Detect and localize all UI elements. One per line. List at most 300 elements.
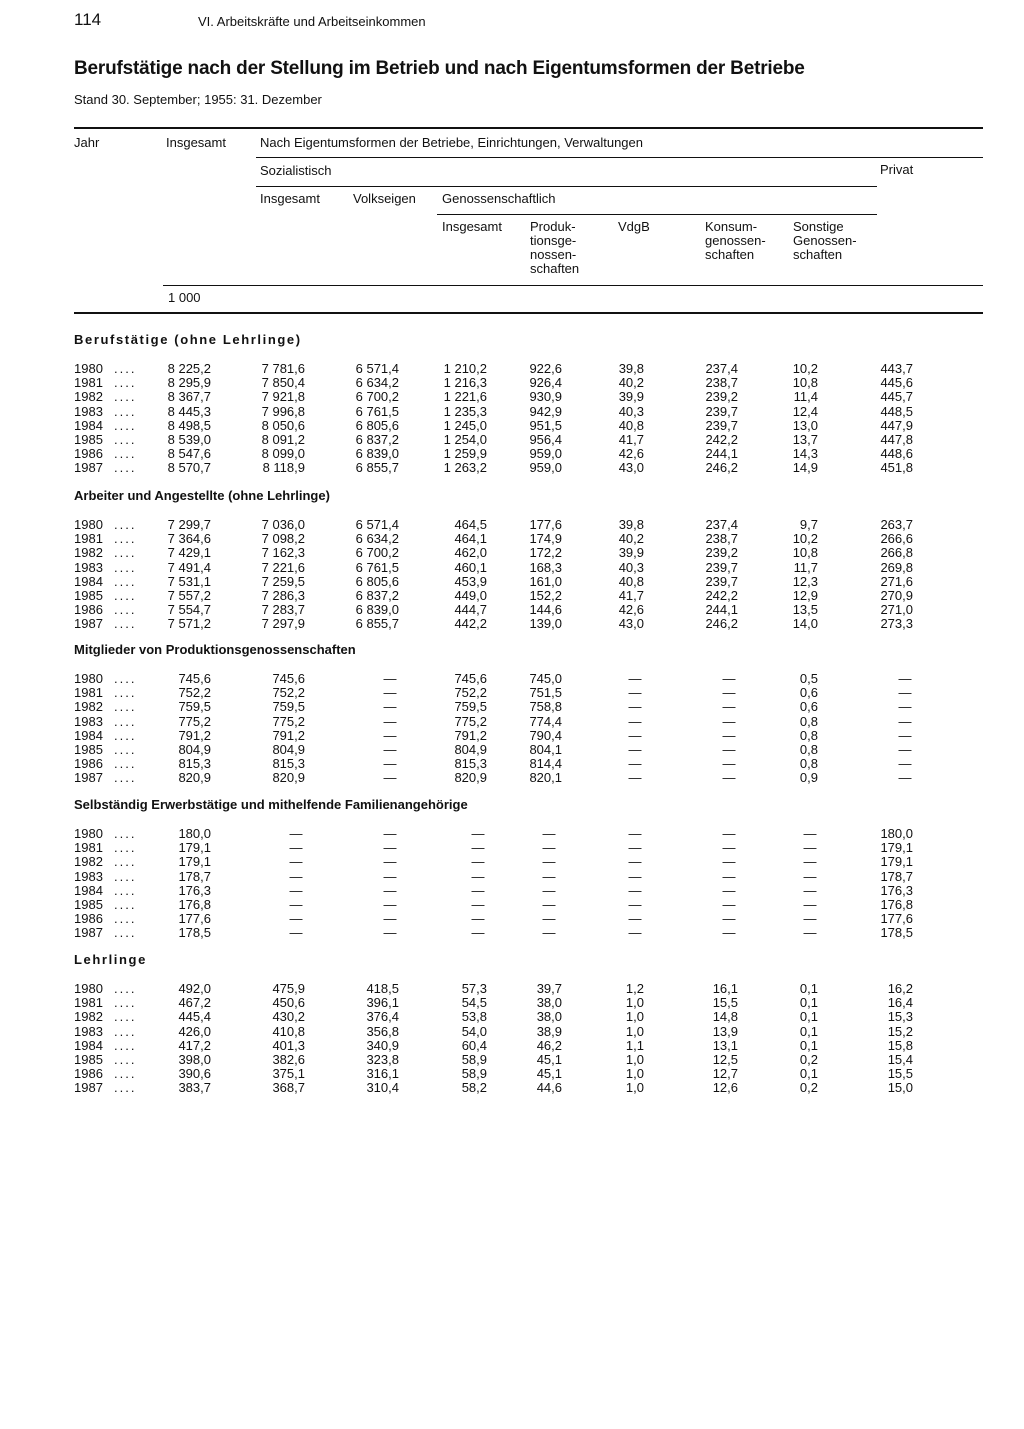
value-cell: — xyxy=(722,713,736,729)
value-cell: 1 210,2 xyxy=(443,361,487,376)
value-cell: — xyxy=(471,897,485,912)
value-cell: 368,7 xyxy=(272,1080,305,1096)
header-line: schaften xyxy=(793,247,843,262)
value-cell: — xyxy=(383,826,397,841)
leader-dots: .... xyxy=(114,699,137,715)
value-cell: — xyxy=(289,897,303,912)
value-cell: 40,3 xyxy=(618,559,644,575)
value-cell: — xyxy=(542,911,556,927)
value-cell: 759,5 xyxy=(272,699,305,715)
value-cell: 14,9 xyxy=(792,460,818,476)
value-cell: 7 283,7 xyxy=(261,602,305,618)
table-row xyxy=(0,433,1024,447)
value-cell: 1 259,9 xyxy=(443,446,487,462)
value-cell: — xyxy=(722,685,736,701)
year-cell: 1984 xyxy=(74,573,103,589)
value-cell: — xyxy=(628,756,642,772)
value-cell: 178,5 xyxy=(880,925,913,941)
value-cell: 12,6 xyxy=(712,1080,738,1096)
table-row xyxy=(0,996,1024,1010)
value-cell: 804,9 xyxy=(272,742,305,757)
value-cell: — xyxy=(898,685,912,701)
table-row xyxy=(0,686,1024,700)
value-cell: 1,0 xyxy=(625,995,644,1011)
value-cell: — xyxy=(628,882,642,898)
value-cell: — xyxy=(289,840,303,856)
leader-dots: .... xyxy=(114,742,137,757)
value-cell: — xyxy=(803,840,817,856)
value-cell: — xyxy=(383,713,397,729)
value-cell: 467,2 xyxy=(178,995,211,1011)
value-cell: 460,1 xyxy=(454,559,487,575)
value-cell: 271,0 xyxy=(880,602,913,618)
value-cell: 246,2 xyxy=(705,460,738,476)
year-cell: 1980 xyxy=(74,671,103,686)
value-cell: 1,0 xyxy=(625,1009,644,1025)
value-cell: 930,9 xyxy=(529,389,562,405)
year-cell: 1982 xyxy=(74,1009,103,1025)
value-cell: 7 162,3 xyxy=(261,545,305,561)
leader-dots: .... xyxy=(114,446,137,462)
value-cell: — xyxy=(803,925,817,941)
value-cell: — xyxy=(722,742,736,757)
value-cell: 6 761,5 xyxy=(355,403,399,419)
col-header-jahr: Jahr xyxy=(74,135,100,150)
leader-dots: .... xyxy=(114,897,137,912)
table-row xyxy=(0,743,1024,757)
value-cell: 179,1 xyxy=(880,840,913,856)
year-cell: 1981 xyxy=(74,375,103,391)
value-cell: 464,5 xyxy=(454,517,487,532)
table-row xyxy=(0,827,1024,841)
value-cell: — xyxy=(722,671,736,686)
value-cell: 53,8 xyxy=(461,1009,487,1025)
section-title: Berufstätige (ohne Lehrlinge) xyxy=(74,332,302,347)
value-cell: 8 539,0 xyxy=(167,432,211,447)
value-cell: 492,0 xyxy=(178,981,211,996)
table-row xyxy=(0,898,1024,912)
value-cell: 45,1 xyxy=(536,1052,562,1067)
value-cell: 6 837,2 xyxy=(355,432,399,447)
value-cell: — xyxy=(898,770,912,786)
section-title: Lehrlinge xyxy=(74,952,147,967)
value-cell: 57,3 xyxy=(461,981,487,996)
value-cell: 263,7 xyxy=(880,517,913,532)
table-row xyxy=(0,376,1024,390)
value-cell: 1 263,2 xyxy=(443,460,487,476)
value-cell: 177,6 xyxy=(178,911,211,927)
value-cell: 239,7 xyxy=(705,573,738,589)
value-cell: 40,8 xyxy=(618,417,644,433)
value-cell: 58,9 xyxy=(461,1066,487,1082)
table-row xyxy=(0,589,1024,603)
leader-dots: .... xyxy=(114,1080,137,1096)
value-cell: — xyxy=(471,854,485,870)
value-cell: 7 286,3 xyxy=(261,588,305,603)
value-cell: — xyxy=(628,897,642,912)
unit-label: 1 000 xyxy=(168,290,201,305)
leader-dots: .... xyxy=(114,868,137,884)
table-row xyxy=(0,926,1024,940)
leader-dots: .... xyxy=(114,460,137,476)
table-row xyxy=(0,561,1024,575)
value-cell: 139,0 xyxy=(529,616,562,632)
value-cell: 39,7 xyxy=(536,981,562,996)
value-cell: — xyxy=(803,826,817,841)
year-cell: 1984 xyxy=(74,1037,103,1053)
table-row xyxy=(0,1067,1024,1081)
value-cell: 0,6 xyxy=(799,699,818,715)
value-cell: 15,0 xyxy=(887,1080,913,1096)
value-cell: 316,1 xyxy=(366,1066,399,1082)
col-header-insgesamt: Insgesamt xyxy=(166,135,226,150)
value-cell: 382,6 xyxy=(272,1052,305,1067)
value-cell: — xyxy=(471,840,485,856)
value-cell: — xyxy=(542,882,556,898)
value-cell: — xyxy=(722,897,736,912)
value-cell: 430,2 xyxy=(272,1009,305,1025)
value-cell: 180,0 xyxy=(178,826,211,841)
value-cell: 6 634,2 xyxy=(355,531,399,547)
value-cell: 178,7 xyxy=(178,868,211,884)
value-cell: — xyxy=(628,925,642,941)
value-cell: 426,0 xyxy=(178,1023,211,1039)
value-cell: 774,4 xyxy=(529,713,562,729)
value-cell: 269,8 xyxy=(880,559,913,575)
value-cell: 38,0 xyxy=(536,995,562,1011)
value-cell: — xyxy=(628,727,642,743)
value-cell: 54,0 xyxy=(461,1023,487,1039)
value-cell: 15,8 xyxy=(887,1037,913,1053)
value-cell: 442,2 xyxy=(454,616,487,632)
value-cell: 172,2 xyxy=(529,545,562,561)
value-cell: 179,1 xyxy=(178,854,211,870)
leader-dots: .... xyxy=(114,882,137,898)
value-cell: 6 571,4 xyxy=(355,361,399,376)
table-row xyxy=(0,1053,1024,1067)
value-cell: 922,6 xyxy=(529,361,562,376)
value-cell: 447,9 xyxy=(880,417,913,433)
value-cell: 751,5 xyxy=(529,685,562,701)
value-cell: 246,2 xyxy=(705,616,738,632)
value-cell: 8 118,9 xyxy=(262,460,305,476)
value-cell: 39,8 xyxy=(618,517,644,532)
value-cell: 7 571,2 xyxy=(167,616,211,632)
value-cell: — xyxy=(722,868,736,884)
value-cell: — xyxy=(628,713,642,729)
value-cell: 39,9 xyxy=(618,545,644,561)
value-cell: 7 921,8 xyxy=(261,389,305,405)
value-cell: 0,1 xyxy=(799,1066,818,1082)
year-cell: 1982 xyxy=(74,545,103,561)
value-cell: 0,1 xyxy=(799,1023,818,1039)
table-row xyxy=(0,518,1024,532)
value-cell: 383,7 xyxy=(178,1080,211,1096)
value-cell: 10,2 xyxy=(792,531,818,547)
leader-dots: .... xyxy=(114,517,137,532)
leader-dots: .... xyxy=(114,573,137,589)
value-cell: — xyxy=(803,882,817,898)
value-cell: 815,3 xyxy=(178,756,211,772)
value-cell: 323,8 xyxy=(366,1052,399,1067)
value-cell: 7 098,2 xyxy=(261,531,305,547)
year-cell: 1984 xyxy=(74,417,103,433)
value-cell: 745,6 xyxy=(178,671,211,686)
table-row xyxy=(0,841,1024,855)
value-cell: 239,2 xyxy=(705,545,738,561)
value-cell: 8 445,3 xyxy=(167,403,211,419)
value-cell: 401,3 xyxy=(272,1037,305,1053)
page-title: Berufstätige nach der Stellung im Betrieb und nach Eigentumsformen der Betriebe xyxy=(74,58,805,79)
value-cell: 41,7 xyxy=(618,432,644,447)
header-rule-4 xyxy=(163,285,983,286)
col-header-genossenschaftlich: Genossenschaftlich xyxy=(442,191,556,206)
value-cell: 340,9 xyxy=(366,1037,399,1053)
section-title: Selbständig Erwerbstätige und mithelfende Familienangehörige xyxy=(74,797,468,812)
leader-dots: .... xyxy=(114,770,137,786)
value-cell: 475,9 xyxy=(272,981,305,996)
value-cell: — xyxy=(803,868,817,884)
year-cell: 1980 xyxy=(74,517,103,532)
value-cell: 7 491,4 xyxy=(167,559,211,575)
value-cell: 239,7 xyxy=(705,417,738,433)
year-cell: 1986 xyxy=(74,1066,103,1082)
year-cell: 1981 xyxy=(74,840,103,856)
value-cell: 239,2 xyxy=(705,389,738,405)
value-cell: 58,9 xyxy=(461,1052,487,1067)
value-cell: 445,7 xyxy=(880,389,913,405)
value-cell: 6 571,4 xyxy=(355,517,399,532)
value-cell: 1 221,6 xyxy=(443,389,487,405)
table-row xyxy=(0,700,1024,714)
value-cell: 445,6 xyxy=(880,375,913,391)
value-cell: 39,9 xyxy=(618,389,644,405)
value-cell: 176,3 xyxy=(178,882,211,898)
value-cell: — xyxy=(289,868,303,884)
value-cell: 1,0 xyxy=(625,1080,644,1096)
leader-dots: .... xyxy=(114,995,137,1011)
value-cell: 270,9 xyxy=(880,588,913,603)
value-cell: 951,5 xyxy=(529,417,562,433)
leader-dots: .... xyxy=(114,671,137,686)
value-cell: 54,5 xyxy=(461,995,487,1011)
value-cell: 0,2 xyxy=(799,1052,818,1067)
page-subtitle: Stand 30. September; 1955: 31. Dezember xyxy=(74,92,322,107)
col-header-sonstige-genossenschaften xyxy=(793,220,857,262)
value-cell: 15,2 xyxy=(887,1023,913,1039)
value-cell: 1,0 xyxy=(625,1052,644,1067)
value-cell: — xyxy=(471,826,485,841)
value-cell: 10,2 xyxy=(792,361,818,376)
value-cell: 11,7 xyxy=(793,559,818,575)
year-cell: 1986 xyxy=(74,911,103,927)
value-cell: — xyxy=(722,770,736,786)
value-cell: 759,5 xyxy=(454,699,487,715)
value-cell: 9,7 xyxy=(799,517,818,532)
table-row xyxy=(0,884,1024,898)
value-cell: 758,8 xyxy=(529,699,562,715)
value-cell: — xyxy=(628,911,642,927)
header-line: schaften xyxy=(705,247,755,262)
value-cell: 0,2 xyxy=(799,1080,818,1096)
value-cell: 16,1 xyxy=(712,981,738,996)
value-cell: 7 996,8 xyxy=(261,403,305,419)
value-cell: — xyxy=(383,699,397,715)
value-cell: 453,9 xyxy=(454,573,487,589)
col-header-soz-insgesamt: Insgesamt xyxy=(260,191,320,206)
value-cell: 445,4 xyxy=(178,1009,211,1025)
value-cell: — xyxy=(628,868,642,884)
value-cell: 13,9 xyxy=(712,1023,738,1039)
leader-dots: .... xyxy=(114,389,137,405)
year-cell: 1986 xyxy=(74,602,103,618)
value-cell: — xyxy=(628,671,642,686)
value-cell: 752,2 xyxy=(178,685,211,701)
value-cell: 10,8 xyxy=(792,375,818,391)
value-cell: 7 036,0 xyxy=(261,517,305,532)
value-cell: 7 364,6 xyxy=(167,531,211,547)
table-row xyxy=(0,1039,1024,1053)
year-cell: 1984 xyxy=(74,882,103,898)
value-cell: — xyxy=(898,756,912,772)
year-cell: 1987 xyxy=(74,770,103,786)
value-cell: — xyxy=(383,727,397,743)
value-cell: — xyxy=(383,925,397,941)
header-rule-3 xyxy=(437,214,877,215)
value-cell: 161,0 xyxy=(529,573,562,589)
value-cell: 7 850,4 xyxy=(261,375,305,391)
value-cell: — xyxy=(471,925,485,941)
col-header-nach-eigentumsformen: Nach Eigentumsformen der Betriebe, Einrichtungen, Verwaltungen xyxy=(260,135,643,150)
value-cell: 745,6 xyxy=(454,671,487,686)
table-row xyxy=(0,870,1024,884)
value-cell: 6 805,6 xyxy=(355,417,399,433)
value-cell: 13,0 xyxy=(792,417,818,433)
value-cell: 8 295,9 xyxy=(167,375,211,391)
value-cell: — xyxy=(542,854,556,870)
value-cell: 1 235,3 xyxy=(443,403,487,419)
value-cell: 775,2 xyxy=(454,713,487,729)
value-cell: 168,3 xyxy=(529,559,562,575)
value-cell: — xyxy=(628,685,642,701)
value-cell: 815,3 xyxy=(454,756,487,772)
value-cell: 46,2 xyxy=(536,1037,562,1053)
value-cell: 814,4 xyxy=(529,756,562,772)
value-cell: 6 837,2 xyxy=(355,588,399,603)
value-cell: 6 839,0 xyxy=(355,602,399,618)
year-cell: 1984 xyxy=(74,727,103,743)
value-cell: 239,7 xyxy=(705,559,738,575)
year-cell: 1981 xyxy=(74,995,103,1011)
year-cell: 1982 xyxy=(74,854,103,870)
value-cell: 16,2 xyxy=(887,981,913,996)
value-cell: — xyxy=(803,854,817,870)
table-row xyxy=(0,532,1024,546)
value-cell: 8 091,2 xyxy=(261,432,305,447)
value-cell: 45,1 xyxy=(536,1066,562,1082)
value-cell: — xyxy=(383,897,397,912)
header-rule-2 xyxy=(256,186,877,187)
value-cell: — xyxy=(383,911,397,927)
value-cell: — xyxy=(722,925,736,941)
value-cell: 15,4 xyxy=(887,1052,913,1067)
value-cell: 820,1 xyxy=(529,770,562,786)
value-cell: 6 855,7 xyxy=(355,460,399,476)
leader-dots: .... xyxy=(114,559,137,575)
table-row xyxy=(0,672,1024,686)
value-cell: 40,2 xyxy=(618,375,644,391)
year-cell: 1981 xyxy=(74,685,103,701)
header-line: Produk- xyxy=(530,219,576,234)
leader-dots: .... xyxy=(114,713,137,729)
value-cell: 443,7 xyxy=(880,361,913,376)
leader-dots: .... xyxy=(114,361,137,376)
year-cell: 1980 xyxy=(74,826,103,841)
value-cell: 6 839,0 xyxy=(355,446,399,462)
value-cell: — xyxy=(898,742,912,757)
value-cell: 926,4 xyxy=(529,375,562,391)
value-cell: 1,0 xyxy=(625,1023,644,1039)
value-cell: — xyxy=(471,882,485,898)
value-cell: 0,9 xyxy=(799,770,818,786)
year-cell: 1983 xyxy=(74,1023,103,1039)
value-cell: 180,0 xyxy=(880,826,913,841)
table-row xyxy=(0,575,1024,589)
value-cell: 12,3 xyxy=(792,573,818,589)
value-cell: 271,6 xyxy=(880,573,913,589)
value-cell: 42,6 xyxy=(618,446,644,462)
value-cell: 39,8 xyxy=(618,361,644,376)
leader-dots: .... xyxy=(114,854,137,870)
value-cell: 410,8 xyxy=(272,1023,305,1039)
year-cell: 1987 xyxy=(74,925,103,941)
value-cell: — xyxy=(722,699,736,715)
col-header-vdgb: VdgB xyxy=(618,219,650,234)
year-cell: 1980 xyxy=(74,981,103,996)
value-cell: 450,6 xyxy=(272,995,305,1011)
running-head: VI. Arbeitskräfte und Arbeitseinkommen xyxy=(198,14,426,29)
value-cell: 239,7 xyxy=(705,403,738,419)
value-cell: 8 099,0 xyxy=(261,446,305,462)
value-cell: 7 299,7 xyxy=(167,517,211,532)
col-header-privat: Privat xyxy=(880,162,914,177)
table-row xyxy=(0,757,1024,771)
value-cell: — xyxy=(803,911,817,927)
value-cell: 444,7 xyxy=(454,602,487,618)
value-cell: — xyxy=(803,897,817,912)
leader-dots: .... xyxy=(114,375,137,391)
value-cell: 418,5 xyxy=(366,981,399,996)
leader-dots: .... xyxy=(114,685,137,701)
value-cell: 1,0 xyxy=(625,1066,644,1082)
value-cell: 448,5 xyxy=(880,403,913,419)
leader-dots: .... xyxy=(114,545,137,561)
value-cell: 390,6 xyxy=(178,1066,211,1082)
value-cell: 447,8 xyxy=(880,432,913,447)
table-row xyxy=(0,405,1024,419)
value-cell: 12,7 xyxy=(712,1066,738,1082)
value-cell: — xyxy=(383,756,397,772)
table-row xyxy=(0,362,1024,376)
value-cell: 15,5 xyxy=(712,995,738,1011)
value-cell: — xyxy=(383,868,397,884)
value-cell: 38,0 xyxy=(536,1009,562,1025)
value-cell: — xyxy=(383,840,397,856)
value-cell: — xyxy=(628,770,642,786)
value-cell: 176,8 xyxy=(178,897,211,912)
value-cell: 0,8 xyxy=(799,727,818,743)
value-cell: 238,7 xyxy=(705,531,738,547)
